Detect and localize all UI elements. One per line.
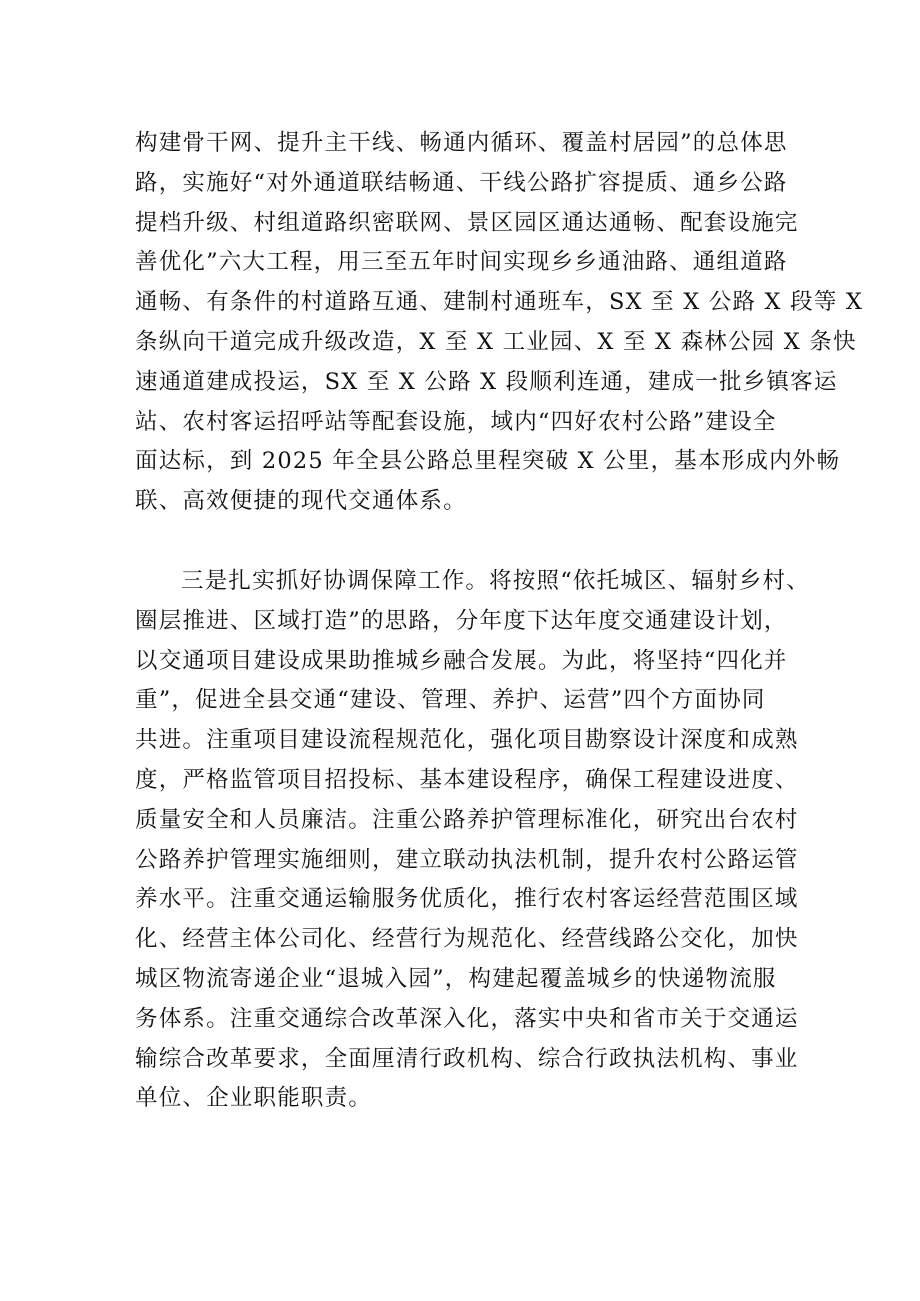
paragraph-coordination-guarantee [135, 562, 810, 1119]
paragraph-line: 圈层推进、区域打造”的思路，分年度下达年度交通建设计划， [135, 607, 788, 634]
paragraph-line: 通畅、有条件的村道路互通、建制村通班车，SX 至 X 公路 X 段等 X [135, 289, 864, 316]
paragraph-line: 重”，促进全县交通“建设、管理、养护、运营”四个方面协同 [135, 687, 766, 714]
paragraph-line: 养水平。注重交通运输服务优质化，推行农村客运经营范围区域 [135, 886, 799, 913]
paragraph-line: 共进。注重项目建设流程规范化，强化项目勘察设计深度和成熟 [135, 727, 799, 754]
paragraph-line: 面达标，到 2025 年全县公路总里程突破 X 公里，基本形成内外畅 [135, 448, 841, 475]
paragraph-first-line: 三是扎实抓好协调保障工作。将按照“依托城区、辐射乡村、 [181, 568, 810, 594]
paragraph-line: 善优化”六大工程，用三至五年时间实现乡乡通油路、通组道路 [135, 249, 788, 276]
paragraph-line: 公路养护管理实施细则，建立联动执法机制，提升农村公路运管 [135, 846, 799, 873]
paragraph-line: 构建骨干网、提升主干线、畅通内循环、覆盖村居园”的总体思 [135, 130, 788, 156]
paragraph-line: 城区物流寄递企业“退城入园”，构建起覆盖城乡的快递物流服 [135, 965, 777, 992]
paragraph-line: 化、经营主体公司化、经营行为规范化、经营线路公交化，加快 [135, 926, 799, 953]
paragraph-line: 质量安全和人员廉洁。注重公路养护管理标准化，研究出台农村 [135, 806, 799, 833]
paragraph-line: 务体系。注重交通综合改革深入化，落实中央和省市关于交通运 [135, 1005, 799, 1032]
paragraph-line: 单位、企业职能职责。 [135, 1085, 373, 1112]
paragraph-line: 度，严格监管项目招投标、基本建设程序，确保工程建设进度、 [135, 766, 799, 793]
paragraph-line: 站、农村客运招呼站等配套设施，域内“四好农村公路”建设全 [135, 408, 777, 435]
paragraph-line: 提档升级、村组道路织密联网、景区园区通达通畅、配套设施完 [135, 209, 799, 236]
paragraph-line: 速通道建成投运，SX 至 X 公路 X 段顺利连通，建成一批乡镇客运 [135, 368, 838, 395]
paragraph-line: 以交通项目建设成果助推城乡融合发展。为此，将坚持“四化并 [135, 647, 788, 674]
paragraph-line: 联、高效便捷的现代交通体系。 [135, 488, 467, 515]
paragraph-line: 条纵向干道完成升级改造，X 至 X 工业园、X 至 X 森林公园 X 条快 [135, 328, 857, 355]
paragraph-continued-road-plan [135, 124, 864, 522]
paragraph-line: 输综合改革要求，全面厘清行政机构、综合行政执法机构、事业 [135, 1045, 799, 1072]
paragraph-line: 路，实施好“对外通道联结畅通、干线公路扩容提质、通乡公路 [135, 169, 788, 196]
